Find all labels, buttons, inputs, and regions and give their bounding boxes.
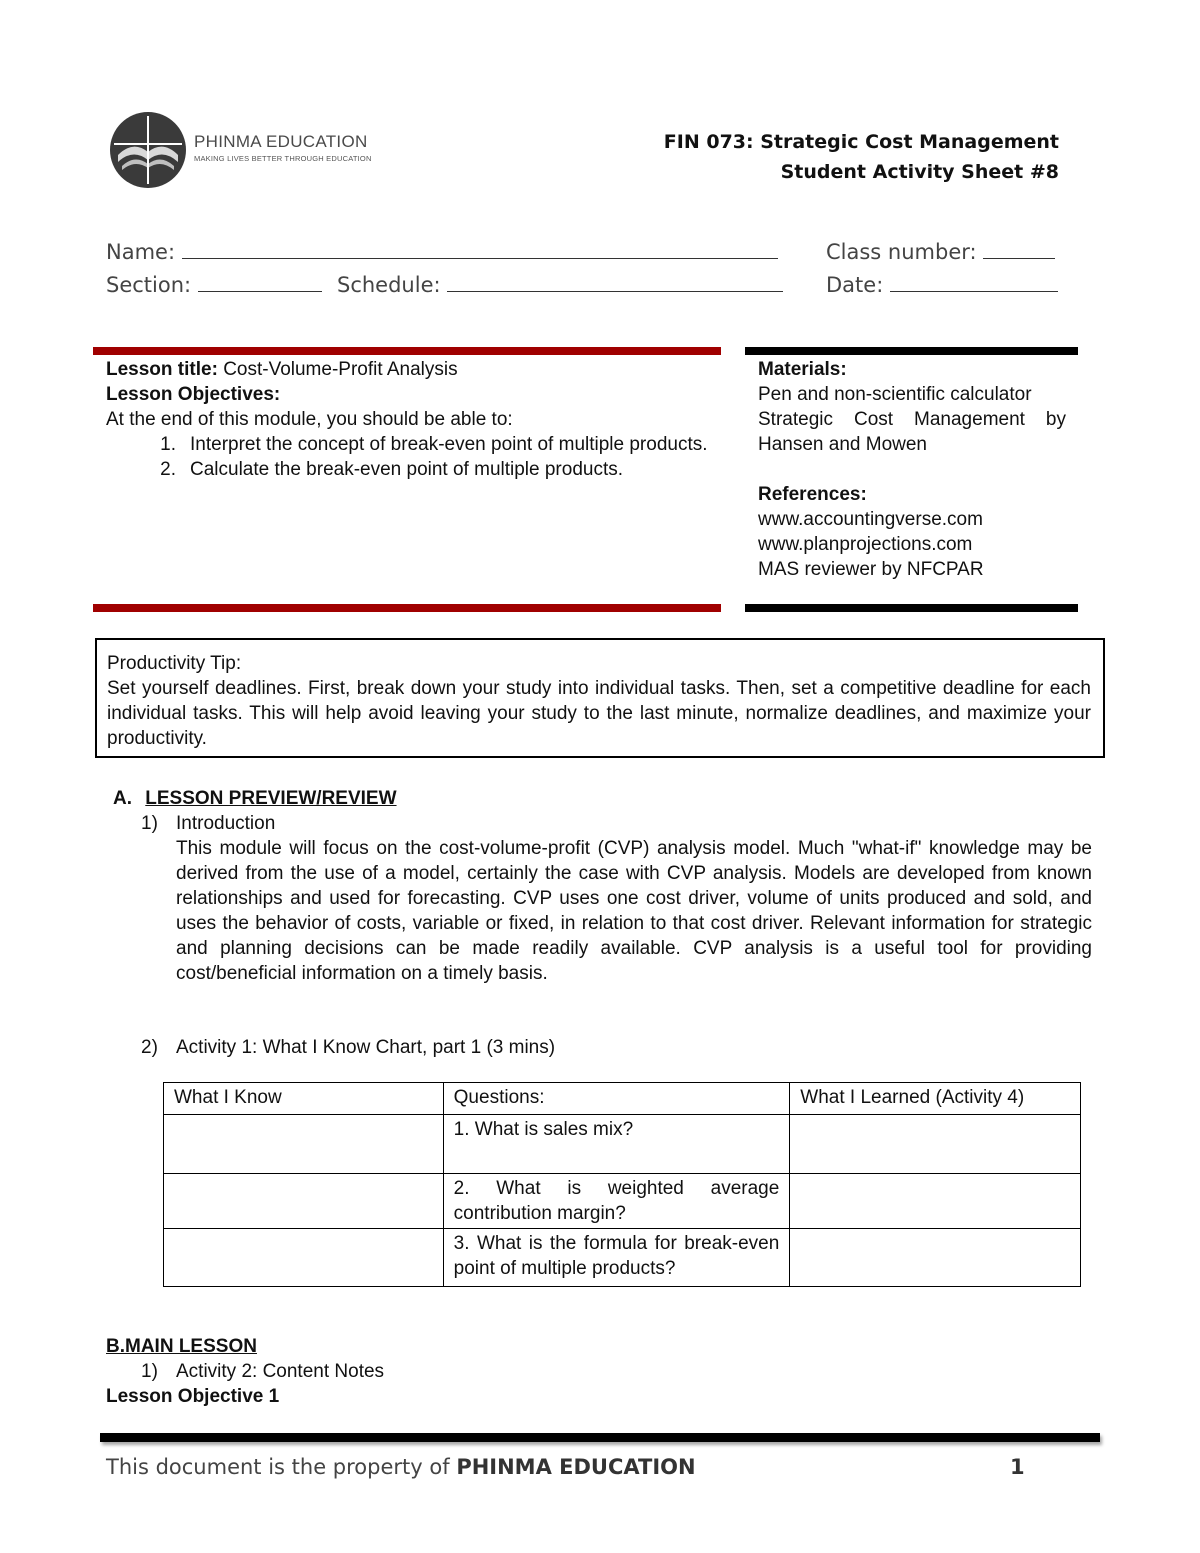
- section-blank[interactable]: [198, 271, 322, 292]
- table-row: [164, 1174, 1081, 1229]
- what-i-learned-cell[interactable]: [790, 1229, 1081, 1287]
- footer-prefix: This document is the property of: [106, 1455, 450, 1479]
- table-header-row: [164, 1083, 1081, 1115]
- phinma-emblem-icon: [108, 110, 188, 190]
- phinma-logo: [108, 110, 372, 190]
- material-item: Strategic Cost Management by Hansen and Mowen: [758, 409, 1066, 455]
- materials-label: Materials:: [758, 359, 847, 380]
- section-a-item1-title: Introduction: [176, 813, 276, 834]
- what-i-know-cell[interactable]: [164, 1229, 444, 1287]
- question-cell: 1. What is sales mix?: [443, 1115, 790, 1174]
- reference-item: www.planprojections.com: [758, 534, 973, 555]
- schedule-blank[interactable]: [447, 271, 783, 292]
- section-a-heading: [113, 786, 397, 811]
- class-number-field[interactable]: [826, 238, 1055, 264]
- section-a-item2-title: Activity 1: What I Know Chart, part 1 (3 mins): [176, 1037, 556, 1058]
- what-i-learned-cell[interactable]: [790, 1174, 1081, 1229]
- footer-rule: [100, 1433, 1100, 1442]
- introduction-paragraph: This module will focus on the cost-volume-profit (CVP) analysis model. Much "what-if" knowledge may be derived from the use of a model, certainly the case with CVP analysis. Models are developed from known relationships and used for forecasting. CVP uses one cost driver, volume of units produced and sold, and uses the behavior of costs, variable or fixed, in relation to that cost driver. Relevant information for strategic and planning decisions can be made readily available. CVP analysis is a useful tool for providing cost/beneficial information on a timely basis.: [176, 838, 1092, 984]
- section-label: Section:: [106, 273, 192, 297]
- materials-top-bar: [745, 347, 1078, 355]
- section-b-item1-number: 1): [141, 1361, 158, 1382]
- section-a-item2-number: 2): [141, 1037, 158, 1058]
- lesson-title-label: Lesson title:: [106, 359, 218, 380]
- header-what-i-learned: What I Learned (Activity 4): [790, 1083, 1081, 1115]
- objective-number: 1.: [160, 434, 176, 455]
- objective-item: [106, 457, 708, 482]
- schedule-field[interactable]: [337, 271, 783, 297]
- section-a-letter: A.: [113, 788, 132, 809]
- references-label: References:: [758, 484, 867, 505]
- what-i-know-table: [163, 1082, 1081, 1287]
- name-label: Name:: [106, 240, 176, 264]
- lesson-intro: At the end of this module, you should be able to:: [106, 409, 513, 430]
- date-label: Date:: [826, 273, 884, 297]
- productivity-tip-box: [95, 638, 1105, 758]
- what-i-learned-cell[interactable]: [790, 1115, 1081, 1174]
- objective-item: [106, 432, 708, 457]
- material-item: Pen and non-scientific calculator: [758, 384, 1032, 405]
- lesson-objective-heading: Lesson Objective 1: [106, 1386, 280, 1407]
- header-what-i-know: What I Know: [164, 1083, 444, 1115]
- section-a-item1-number: 1): [141, 813, 158, 834]
- objective-number: 2.: [160, 459, 176, 480]
- what-i-know-cell[interactable]: [164, 1174, 444, 1229]
- materials-block: [758, 357, 1066, 582]
- tip-label: Productivity Tip:: [107, 653, 242, 674]
- logo-tagline: MAKING LIVES BETTER THROUGH EDUCATION: [194, 154, 372, 163]
- section-b-title: B.MAIN LESSON: [106, 1336, 257, 1357]
- sheet-title: Student Activity Sheet #8: [780, 161, 1059, 183]
- course-title: FIN 073: Strategic Cost Management: [663, 131, 1059, 153]
- materials-bottom-bar: [745, 604, 1078, 612]
- header-questions: Questions:: [443, 1083, 790, 1115]
- lesson-top-bar: [93, 347, 721, 355]
- class-number-label: Class number:: [826, 240, 977, 264]
- footer-text: [106, 1455, 696, 1479]
- tip-text: Set yourself deadlines. First, break down your study into individual tasks. Then, set a competitive deadline for each individual tasks. This will help avoid leaving your study to the last minute, normalize deadlines, and maximize your productivity.: [107, 678, 1091, 749]
- lesson-title-line: [106, 357, 708, 382]
- logo-name: PHINMA EDUCATION: [194, 132, 368, 151]
- date-blank[interactable]: [890, 271, 1058, 292]
- question-cell: 3. What is the formula for break-even point of multiple products?: [443, 1229, 790, 1287]
- page-number: 1: [1010, 1455, 1025, 1479]
- lesson-objectives-label: Lesson Objectives:: [106, 384, 281, 405]
- lesson-title: Cost-Volume-Profit Analysis: [223, 359, 458, 380]
- section-b-item1-title: Activity 2: Content Notes: [176, 1361, 385, 1382]
- schedule-label: Schedule:: [337, 273, 441, 297]
- reference-item: www.accountingverse.com: [758, 509, 983, 530]
- footer-owner: PHINMA EDUCATION: [456, 1455, 696, 1479]
- lesson-block: [106, 357, 708, 482]
- name-blank[interactable]: [182, 238, 778, 259]
- class-number-blank[interactable]: [983, 238, 1055, 259]
- date-field[interactable]: [826, 271, 1058, 297]
- objective-text: Calculate the break-even point of multiple products.: [190, 459, 624, 480]
- reference-item: MAS reviewer by NFCPAR: [758, 559, 984, 580]
- objective-text: Interpret the concept of break-even point of multiple products.: [190, 434, 708, 455]
- lesson-bottom-bar: [93, 604, 721, 612]
- question-cell: 2. What is weighted average contribution margin?: [443, 1174, 790, 1229]
- section-field[interactable]: [106, 271, 322, 297]
- table-row: [164, 1115, 1081, 1174]
- table-row: [164, 1229, 1081, 1287]
- what-i-know-cell[interactable]: [164, 1115, 444, 1174]
- name-field[interactable]: [106, 238, 778, 264]
- section-a-title: LESSON PREVIEW/REVIEW: [145, 788, 397, 809]
